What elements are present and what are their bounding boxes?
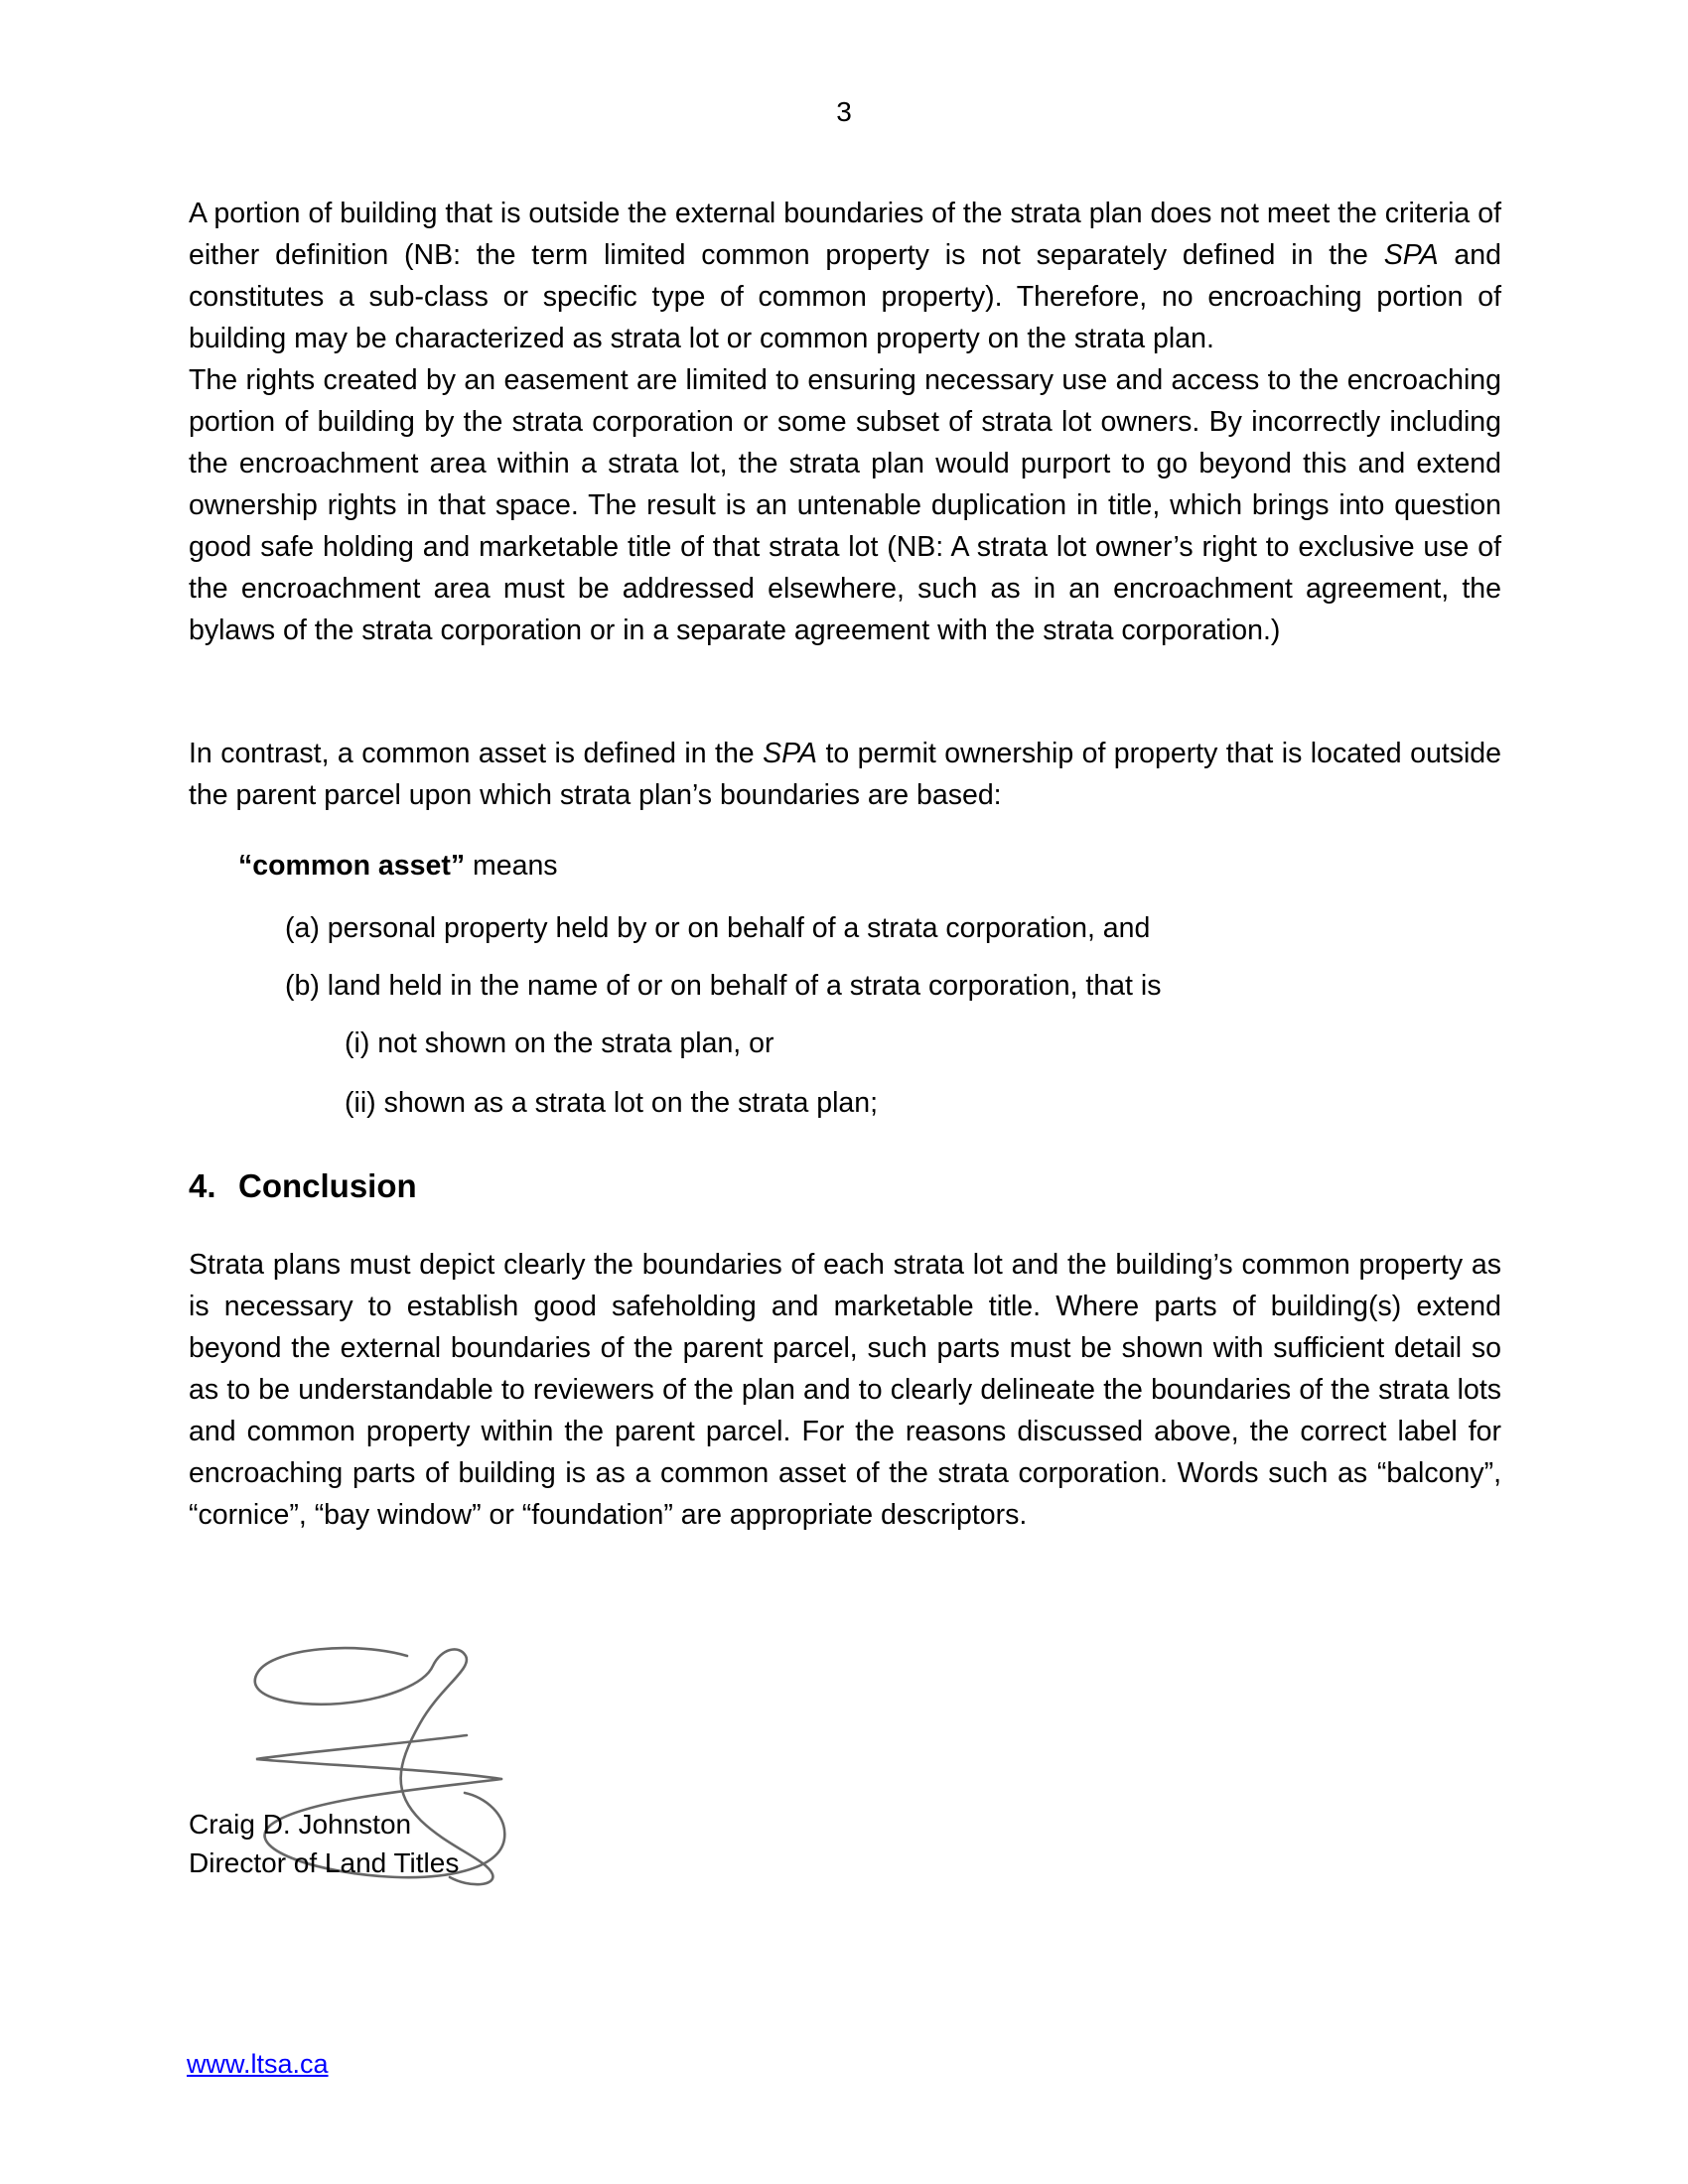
spa-act-reference-2: SPA [763, 738, 818, 769]
page-number: 3 [836, 96, 852, 127]
contrast-paragraph-block [189, 733, 1501, 816]
signature-stroke-zigzag [256, 1735, 501, 1779]
section-heading-label: Conclusion [238, 1167, 417, 1204]
definition-item-b-i-text: (i) not shown on the strata plan, or [345, 1027, 774, 1059]
signatory-block [189, 1805, 459, 1882]
paragraph-3-text-b: to permit ownership of property that is located outside the parent parcel upon which strata plan’s boundaries are based: [189, 738, 1501, 811]
body-text-block [189, 193, 1501, 651]
conclusion-paragraph-block [189, 1244, 1501, 1536]
definition-term: “common asset” [238, 850, 466, 882]
section-heading-conclusion [189, 1164, 1501, 1208]
conclusion-paragraph-text: Strata plans must depict clearly the boundaries of each strata lot and the building’s common property as is necessary to establish good safeholding and marketable title. Where parts of building(s) extend beyond the external boundaries of the parent parcel, such parts must be shown with sufficient detail so as to be understandable to reviewers of the plan and to clearly delineate the boundaries of the strata lots and common property within the parent parcel. For the reasons discussed above, the correct label for encroaching parts of building is as a common asset of the strata corporation. Words such as “balcony”, “cornice”, “bay window” or “foundation” are appropriate descriptors. [189, 1249, 1501, 1531]
definition-term-line [189, 845, 1551, 887]
section-heading-number: 4. [189, 1167, 216, 1204]
definition-item-b-i [189, 1023, 1657, 1064]
paragraph-1-text-b: and constitutes a sub-class or specific type of common property). Therefore, no encroaching portion of building may be characterized as strata lot or common property on the strata plan. [189, 239, 1501, 354]
definition-item-b-ii [189, 1082, 1657, 1124]
footer-website-link[interactable]: www.ltsa.ca [187, 2049, 329, 2079]
spa-act-reference: SPA [1383, 239, 1439, 271]
definition-item-b-text: (b) land held in the name of or on behalf of a strata corporation, that is [285, 970, 1162, 1002]
definition-item-a-text: (a) personal property held by or on behalf of a strata corporation, and [285, 912, 1151, 944]
signatory-name: Craig D. Johnston [189, 1809, 412, 1840]
paragraph-1-text-a: A portion of building that is outside the external boundaries of the strata plan does not meet the criteria of either definition (NB: the term limited common property is not separately defined in the [189, 198, 1501, 271]
definition-term-suffix: means [465, 850, 558, 882]
paragraph-easement-rights: The rights created by an easement are limited to ensuring necessary use and access to the encroaching portion of building by the strata corporation or some subset of strata lot owners. By incorrectly including the encroachment area within a strata lot, the strata plan would purport to go beyond this and extend ownership rights in that space. The result is an untenable duplication in title, which brings into question good safe holding and marketable title of that strata lot (NB: A strata lot owner’s right to exclusive use of the encroachment area must be addressed elsewhere, such as in an encroachment agreement, the bylaws of the strata corporation or in a separate agreement with the strata corporation.) [189, 364, 1501, 646]
paragraph-common-asset-intro [189, 733, 1501, 816]
definition-item-b [189, 965, 1598, 1007]
paragraph-definitions [189, 193, 1501, 359]
definition-item-b-ii-text: (ii) shown as a strata lot on the strata plan; [345, 1087, 879, 1119]
page-footer [187, 2047, 329, 2081]
signatory-title: Director of Land Titles [189, 1847, 460, 1878]
paragraph-3-text-a: In contrast, a common asset is defined in the [189, 738, 764, 769]
definition-item-a [189, 907, 1598, 949]
